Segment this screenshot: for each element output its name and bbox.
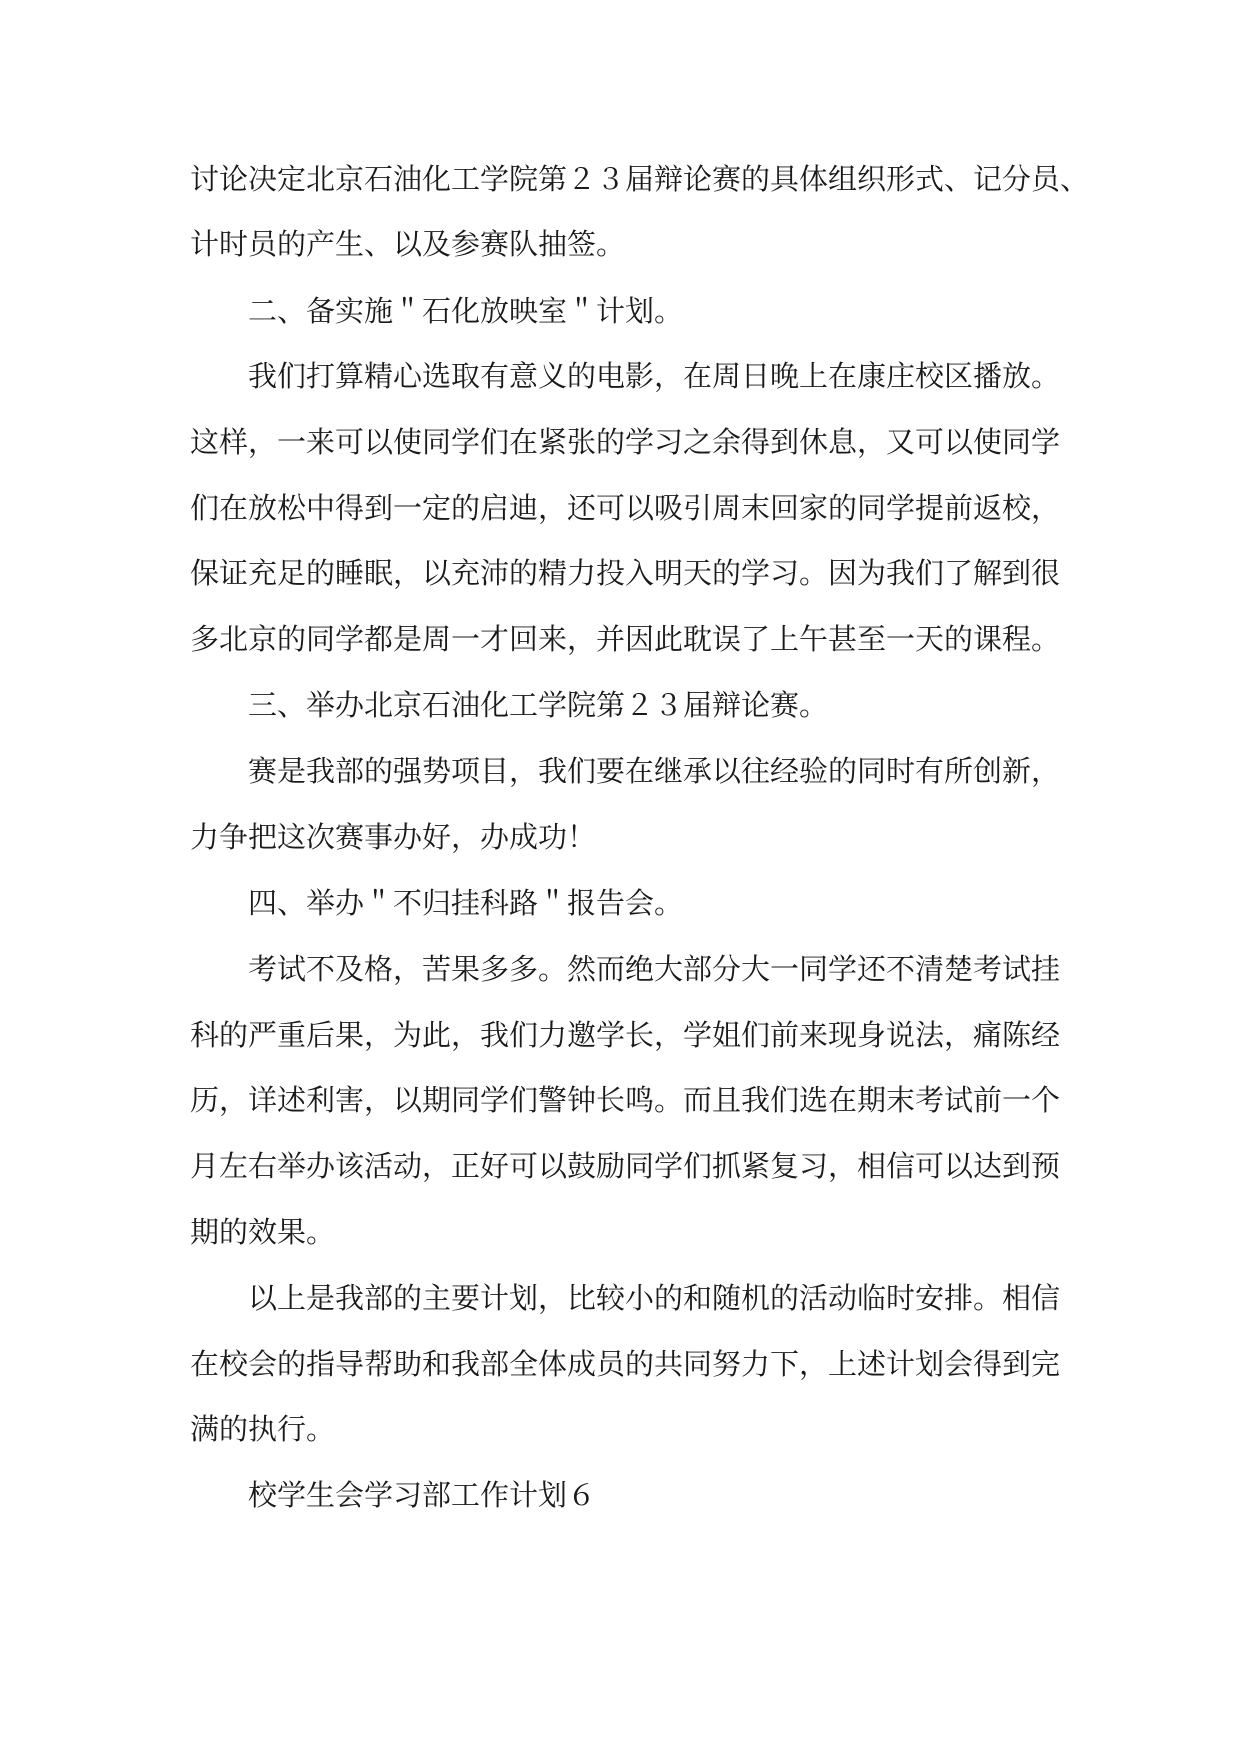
text-line: 历，详述利害，以期同学们警钟长鸣。而且我们选在期末考试前一个 bbox=[190, 1083, 1061, 1117]
text-line: 月左右举办该活动，正好可以鼓励同学们抓紧复习，相信可以达到预 bbox=[190, 1149, 1061, 1183]
text-line: 计时员的产生、以及参赛队抽签。 bbox=[190, 227, 626, 261]
text-line: 多北京的同学都是周一才回来，并因此耽误了上午甚至一天的课程。 bbox=[190, 622, 1061, 656]
text-line: 满的执行。 bbox=[190, 1412, 336, 1446]
text-line: 们在放松中得到一定的启迪，还可以吸引周末回家的同学提前返校， bbox=[190, 491, 1061, 525]
text-line: 在校会的指导帮助和我部全体成员的共同努力下，上述计划会得到完 bbox=[190, 1347, 1061, 1381]
text-line: 这样，一来可以使同学们在紧张的学习之余得到休息，又可以使同学 bbox=[190, 425, 1061, 459]
text-line: 期的效果。 bbox=[190, 1215, 336, 1249]
section-heading: 四、举办＂不归挂科路＂报告会。 bbox=[248, 886, 684, 920]
text-line: 赛是我部的强势项目，我们要在继承以往经验的同时有所创新， bbox=[248, 754, 1061, 788]
text-line: 考试不及格，苦果多多。然而绝大部分大一同学还不清楚考试挂 bbox=[248, 952, 1061, 986]
section-heading: 二、备实施＂石化放映室＂计划。 bbox=[248, 294, 684, 328]
text-line: 力争把这次赛事办好，办成功！ bbox=[190, 820, 597, 854]
text-line: 我们打算精心选取有意义的电影，在周日晚上在康庄校区播放。 bbox=[248, 359, 1061, 393]
text-line: 讨论决定北京石油化工学院第２３届辩论赛的具体组织形式、记分员、 bbox=[190, 162, 1090, 196]
section-heading: 三、举办北京石油化工学院第２３届辩论赛。 bbox=[248, 688, 829, 722]
text-line: 科的严重后果，为此，我们力邀学长，学姐们前来现身说法，痛陈经 bbox=[190, 1018, 1061, 1052]
section-title: 校学生会学习部工作计划６ bbox=[248, 1478, 597, 1512]
text-line: 以上是我部的主要计划，比较小的和随机的活动临时安排。相信 bbox=[248, 1281, 1061, 1315]
text-line: 保证充足的睡眠，以充沛的精力投入明天的学习。因为我们了解到很 bbox=[190, 556, 1061, 590]
